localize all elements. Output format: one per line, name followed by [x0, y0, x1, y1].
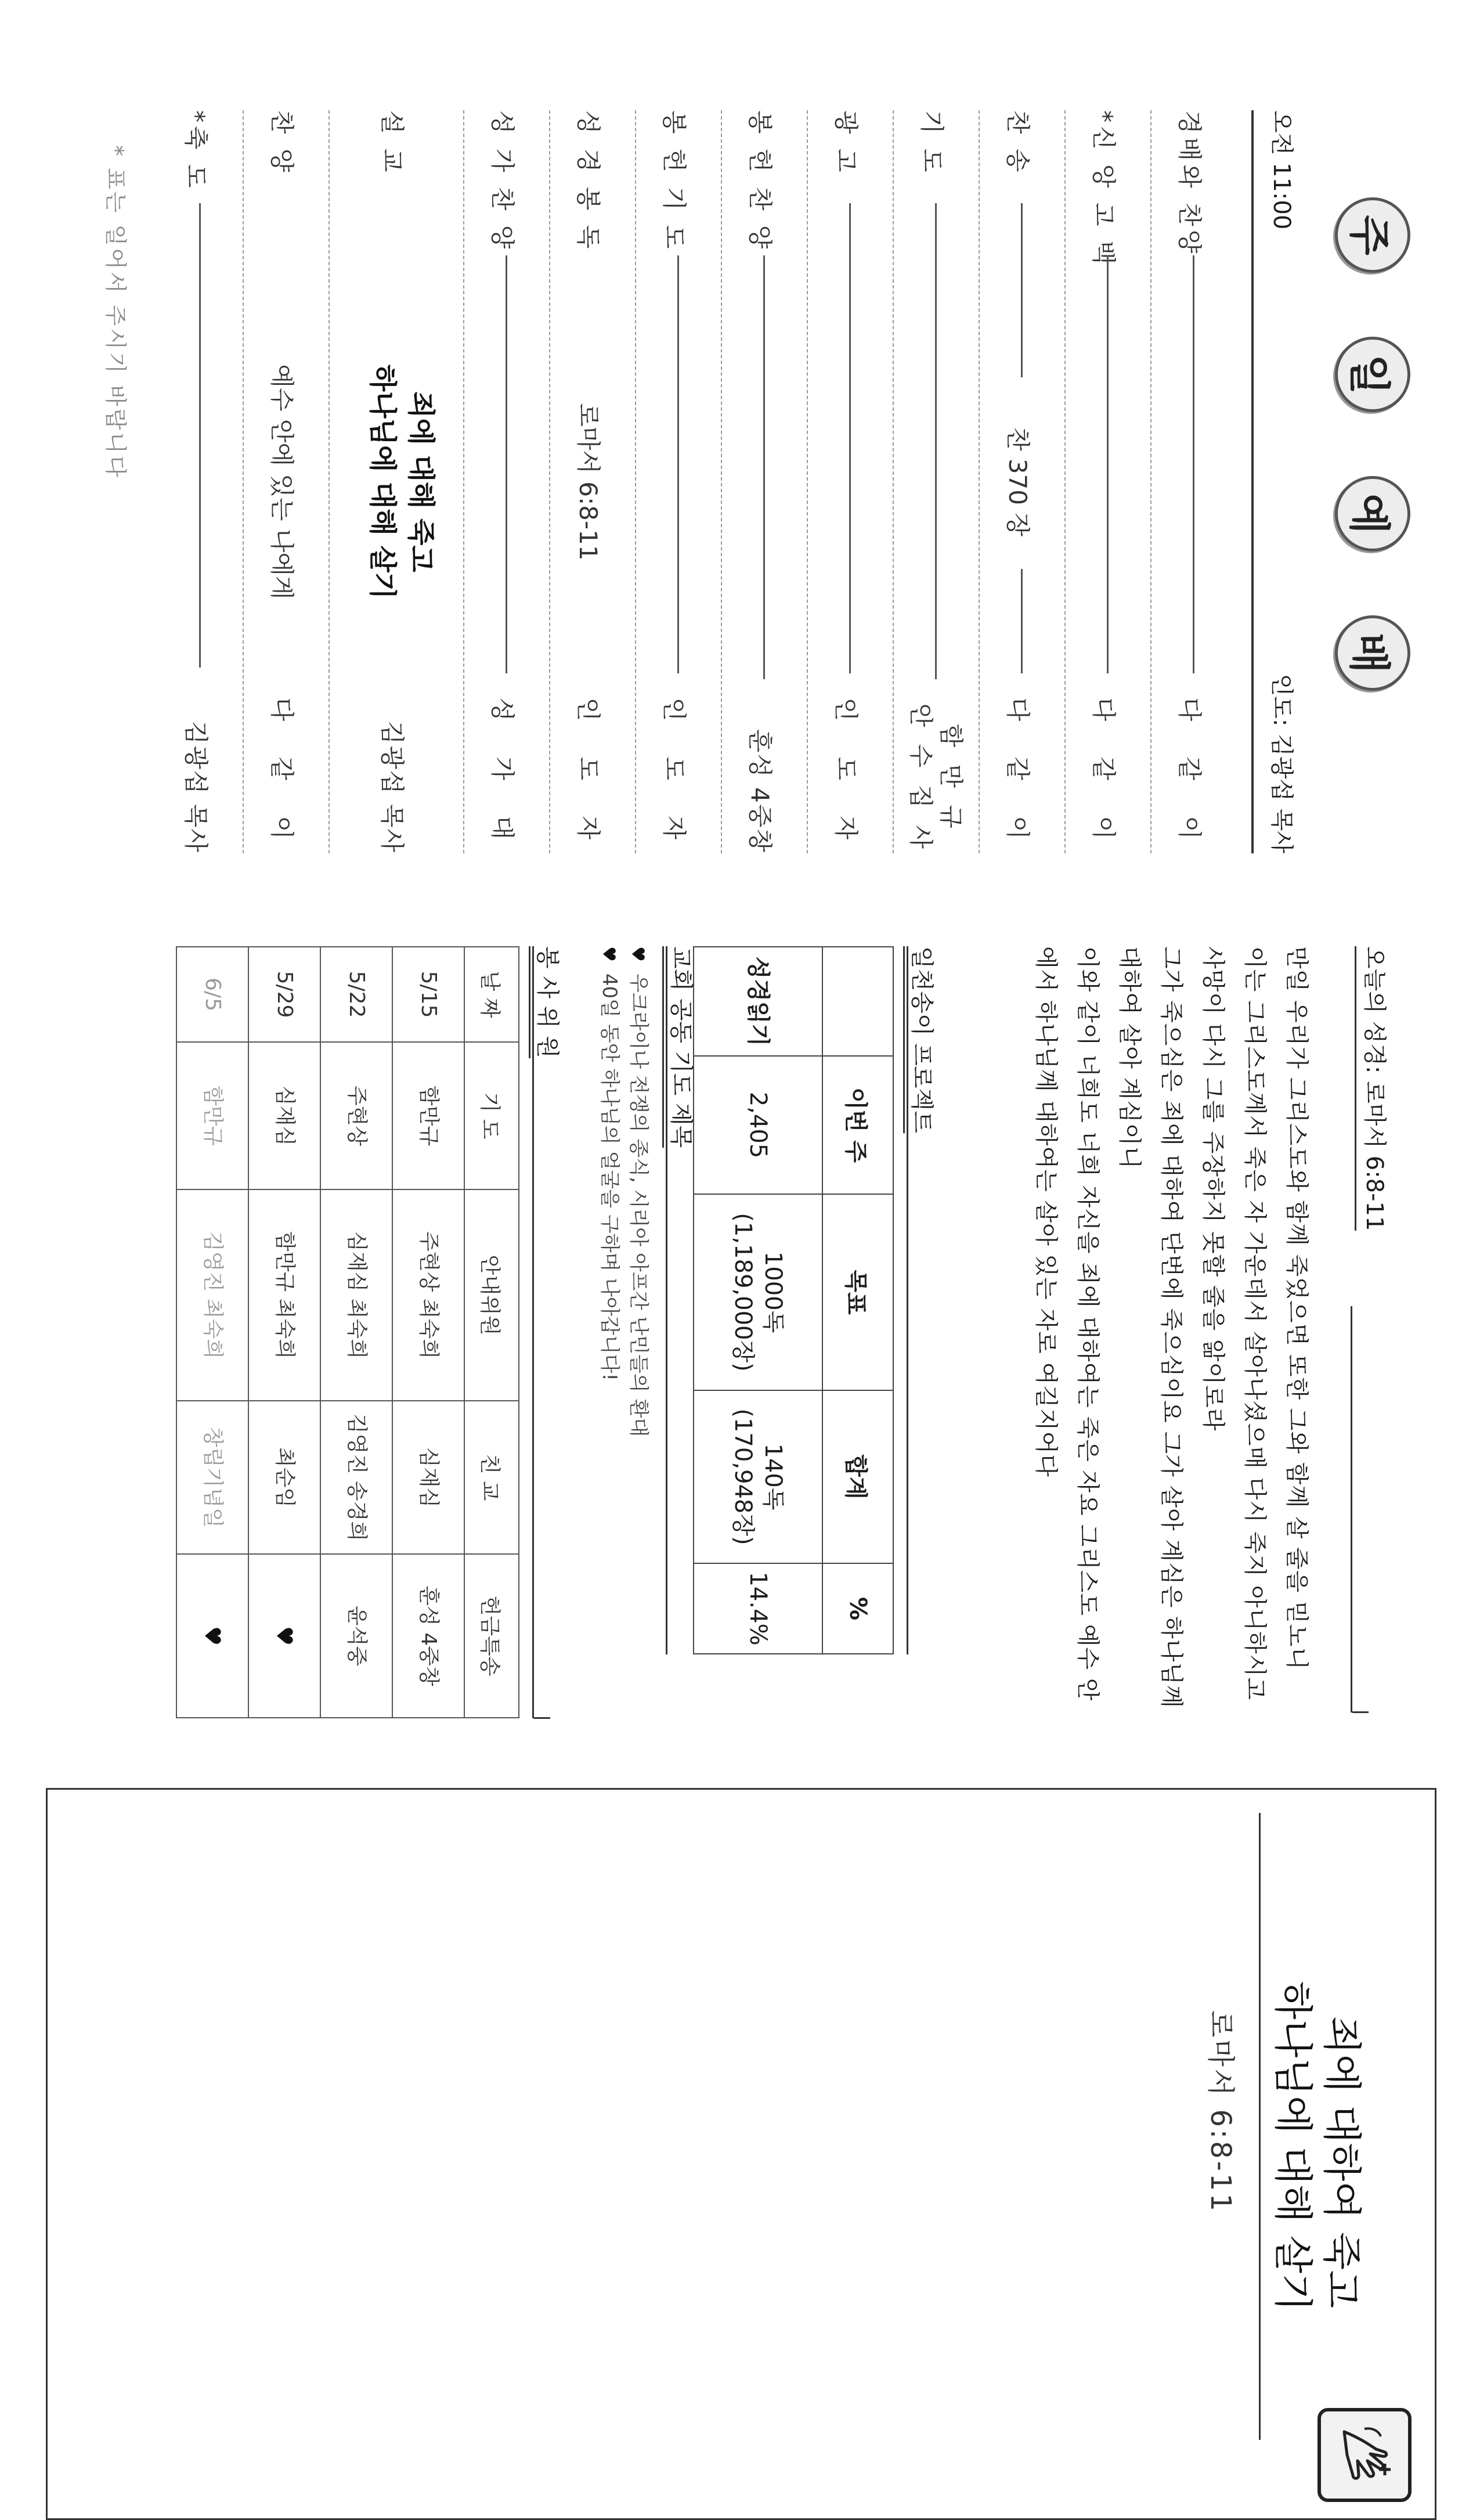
project-heading-text: 일천송이 프로젝트: [903, 946, 935, 1133]
column-header: %: [822, 1563, 893, 1654]
percent-cell: 14.4%: [694, 1563, 822, 1654]
servants-heading: [533, 946, 566, 1058]
order-item: [635, 110, 721, 853]
table-row: [248, 947, 320, 1718]
date-cell: 5/15: [392, 947, 464, 1042]
list-item: [624, 946, 653, 1701]
order-detail: 찬 370 장: [1003, 427, 1032, 536]
title-char: 배: [1335, 615, 1410, 691]
order-label: *신 앙 고 백: [1089, 110, 1118, 268]
order-performer: 다 같 이: [1003, 697, 1032, 853]
goal-pages: (1,189,000장): [730, 1213, 756, 1372]
fellowship-cell: 김영진 송경희: [320, 1401, 392, 1554]
usher-cell: 주현상 최숙희: [392, 1189, 464, 1401]
prayer-cell: 함만규: [176, 1042, 248, 1189]
order-label: 봉 헌 기 도: [660, 110, 688, 253]
order-performer: 김광섭 목사: [378, 720, 406, 853]
project-heading: [907, 946, 940, 1133]
column-header: 친 교: [464, 1401, 519, 1554]
worship-title: [1335, 197, 1410, 691]
verse: 이는 그리스도께서 죽은 자 가운데서 살아나셨으매 다시 죽지 아니하시고 사망이 다시 그를 주장하지 못할 줄을 앎이로라: [1200, 946, 1268, 1700]
order-label: 찬 송: [1003, 110, 1032, 176]
divider: [534, 1717, 550, 1719]
order-performer: 인 도 자: [660, 697, 688, 853]
title-char: 예: [1335, 476, 1410, 551]
divider: [1352, 1711, 1369, 1713]
table-row: [176, 947, 248, 1718]
order-item: [721, 110, 807, 853]
project-table: [693, 946, 894, 1654]
heart-icon: ♥: [176, 1554, 248, 1718]
performer-name: 함 만 규: [937, 723, 965, 834]
order-label: 찬 양: [268, 110, 296, 176]
order-item: [893, 110, 979, 853]
divider: [666, 946, 667, 1654]
performer-title: 안 수 집 사: [907, 703, 935, 853]
goal-cell: [694, 1194, 822, 1390]
column-header: 날 짜: [464, 947, 519, 1042]
order-label: *축 도: [182, 110, 210, 192]
service-leader: 인도: 김광섭 목사: [1268, 673, 1295, 853]
prayer-cell: 함만규: [392, 1042, 464, 1189]
verse: 이와 같이 너희도 너희 자신을 죄에 대하여는 죽은 자요 그리스도 예수 안에서 하나님께 대하여는 살아 있는 자로 여길지어다: [1033, 946, 1101, 1701]
goal-count: 1000독: [760, 1251, 786, 1333]
prayer-cell: 심재심: [248, 1042, 320, 1189]
date-cell: 5/22: [320, 947, 392, 1042]
leader-line: [1193, 255, 1194, 673]
order-label: 경배와 찬양: [1175, 110, 1204, 257]
leader-line: [677, 255, 679, 673]
order-label: 기 도: [918, 110, 946, 176]
verse: 그가 죽으심은 죄에 대하여 단번에 죽으심이요 그가 살아 계심은 하나님께 대하여 살아 계심이니: [1116, 946, 1185, 1708]
prayer-cell: 주현상: [320, 1042, 392, 1189]
total-count: 140독: [760, 1443, 786, 1510]
date-cell: 6/5: [176, 947, 248, 1042]
order-item: [243, 110, 329, 853]
scripture-text: [1025, 946, 1317, 1713]
standing-note: * 표는 일어서 주시기 바랍니다: [103, 145, 128, 480]
table-row: [320, 947, 392, 1718]
order-label: 봉 헌 찬 양: [746, 110, 774, 253]
order-label: 광 고: [832, 110, 860, 176]
column-header: 헌금특송: [464, 1554, 519, 1718]
cover-title-line: 죄에 대하여 죽고: [1318, 2016, 1364, 2309]
title-char: 주: [1335, 197, 1410, 273]
heart-icon: ♥: [248, 1554, 320, 1718]
prayer-heading: [666, 946, 699, 1148]
order-performer: 김광섭 목사: [182, 720, 210, 853]
list-item: [595, 946, 624, 1701]
leader-line: [763, 255, 765, 679]
usher-cell: 함만규 최숙희: [248, 1189, 320, 1401]
order-item: [158, 110, 243, 853]
fellowship-cell: 최순임: [248, 1401, 320, 1554]
this-week-cell: 2,405: [694, 1056, 822, 1194]
date-cell: 5/29: [248, 947, 320, 1042]
order-item: [549, 110, 635, 853]
table-header-row: [464, 947, 519, 1718]
order-detail: 로마서 6:8-11: [574, 403, 602, 561]
order-performer: 훈성 4중창: [746, 729, 774, 853]
prayer-text: 40일 동안 하나님의 얼굴을 구하며 나아갑니다!: [598, 973, 621, 1382]
scripture-heading-text: 오늘의 성경: 로마서 6:8-11: [1355, 946, 1388, 1231]
divider: [1251, 110, 1254, 853]
leader-line: [506, 255, 507, 673]
order-performer: 다 같 이: [1175, 697, 1204, 853]
usher-cell: 심재심 최숙희: [320, 1189, 392, 1401]
servants-table: [176, 946, 519, 1718]
divider: [907, 946, 908, 1654]
usher-cell: 김영진 최숙희: [176, 1189, 248, 1401]
scripture-heading: [1360, 946, 1393, 1231]
leader-line: [199, 203, 201, 668]
order-performer: 다 같 이: [268, 697, 296, 853]
order-item-sermon: [329, 110, 463, 853]
order-item: [1064, 110, 1150, 853]
total-cell: [694, 1390, 822, 1563]
total-pages: (170,948장): [730, 1408, 756, 1545]
order-item: [979, 110, 1064, 853]
table-row: [694, 947, 822, 1654]
table-row: [392, 947, 464, 1718]
leader-line: [1107, 255, 1109, 673]
order-detail: 예수 안에 있는 나에게: [268, 364, 296, 600]
prayer-heading-text: 교회 공동 기도 제목: [662, 946, 694, 1148]
info-column: [46, 946, 1393, 1718]
order-list: [158, 110, 1236, 853]
cover-panel: [46, 1788, 1436, 2520]
order-item: [807, 110, 893, 853]
offering-cell: 훈성 4중창: [392, 1554, 464, 1718]
order-label: 성 경 봉 독: [574, 110, 602, 253]
fellowship-cell: 창립기념일: [176, 1401, 248, 1554]
logo-graphic: [1330, 2420, 1399, 2490]
order-label: 설 교: [378, 110, 406, 176]
sermon-title-line: 하나님에 대해 살기: [366, 364, 399, 600]
prayer-text: 우크라이나 전쟁의 종식, 시리아 아프간 난민들의 환대: [627, 973, 650, 1437]
order-item: [463, 110, 549, 853]
column-header: 안내위원: [464, 1189, 519, 1401]
heart-icon: ♥: [598, 946, 619, 962]
table-header-row: [822, 947, 893, 1654]
title-char: 일: [1335, 337, 1410, 412]
divider: [1259, 1813, 1261, 2440]
order-performer: 성 가 대: [488, 697, 517, 853]
service-time: 오전 11:00: [1268, 110, 1295, 230]
leader-line: [849, 203, 851, 673]
divider: [532, 946, 534, 1718]
sermon-title-line: 죄에 대해 죽고: [405, 391, 437, 572]
column-header: 이번 주: [822, 1056, 893, 1194]
service-meta: [1259, 110, 1300, 853]
order-performer: [905, 704, 966, 853]
praying-hands-icon: [1317, 2408, 1412, 2502]
offering-cell: 윤석중: [320, 1554, 392, 1718]
column-header: 합계: [822, 1390, 893, 1563]
order-performer: 인 도 자: [574, 697, 602, 853]
prayer-list: [595, 946, 653, 1701]
order-performer: 다 같 이: [1089, 697, 1118, 853]
fellowship-cell: 심재심: [392, 1401, 464, 1554]
cover-reference: 로마서 6:8-11: [1204, 2010, 1237, 2214]
column-header: [822, 947, 893, 1056]
leader-line: [935, 203, 937, 679]
heart-icon: ♥: [627, 946, 648, 962]
order-of-worship: [52, 110, 1410, 853]
servants-heading-text: 봉 사 위 원: [529, 946, 561, 1058]
leader-line: [1021, 569, 1023, 673]
order-item: [1150, 110, 1236, 853]
column-header: 목표: [822, 1194, 893, 1390]
order-label: 성 가 찬 양: [488, 110, 517, 253]
divider: [1351, 1306, 1352, 1713]
column-header: 기 도: [464, 1042, 519, 1189]
order-performer: 인 도 자: [832, 697, 860, 853]
cover-title-line: 하나님에 대해 살기: [1269, 1981, 1315, 2312]
row-header: 성경읽기: [694, 947, 822, 1056]
verse: 만일 우리가 그리스도와 함께 죽었으면 또한 그와 함께 살 줄을 믿노니: [1283, 946, 1310, 1671]
